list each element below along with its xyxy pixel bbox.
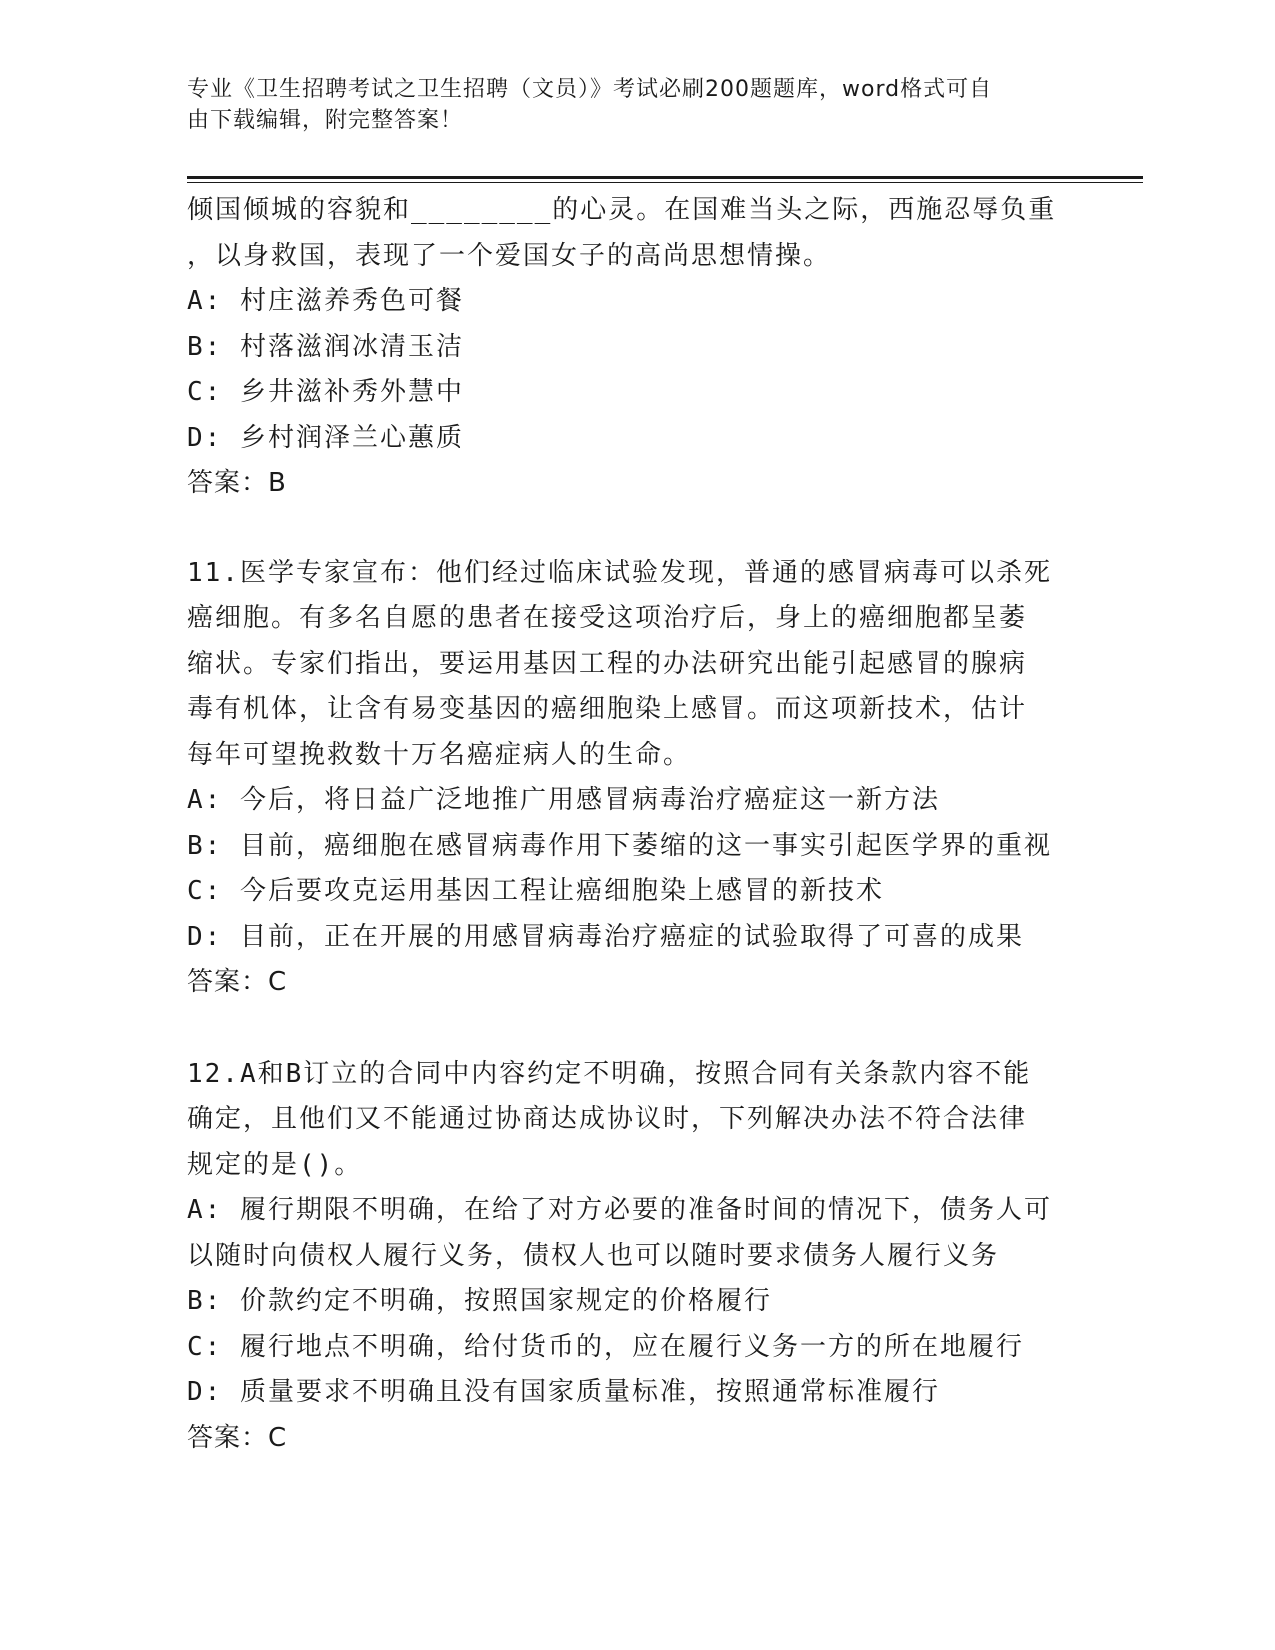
header-title-line-1: 专业《卫生招聘考试之卫生招聘（文员）》考试必刷200题题库，word格式可自 xyxy=(187,77,993,102)
option-a-continued: 以随时向债权人履行义务，债权人也可以随时要求债务人履行义务 xyxy=(187,1240,1000,1271)
question-text-line: 规定的是()。 xyxy=(187,1149,363,1180)
question-text-line: 12.A和B订立的合同中内容约定不明确，按照合同有关条款内容不能 xyxy=(187,1058,1032,1089)
option-c: C: 履行地点不明确，给付货币的，应在履行义务一方的所在地履行 xyxy=(187,1331,1024,1362)
option-a: A: 履行期限不明确，在给了对方必要的准备时间的情况下，债务人可 xyxy=(187,1195,1052,1225)
option-c: C: 今后要攻克运用基因工程让癌细胞染上感冒的新技术 xyxy=(187,876,884,906)
question-10 xyxy=(187,188,1067,507)
question-12 xyxy=(187,1052,1067,1462)
question-11 xyxy=(187,551,1067,1006)
question-text-line: 倾国倾城的容貌和________的心灵。在国难当头之际，西施忍辱负重 xyxy=(187,195,1057,225)
header-rule-thin xyxy=(187,182,1143,183)
spacer xyxy=(187,507,1067,551)
option-b: B: 价款约定不明确，按照国家规定的价格履行 xyxy=(187,1286,772,1316)
option-c: C: 乡井滋补秀外慧中 xyxy=(187,377,464,407)
header-rule-thick xyxy=(187,176,1143,179)
question-text-line: 每年可望挽救数十万名癌症病人的生命。 xyxy=(187,739,692,770)
answer-label: 答案：B xyxy=(187,468,287,498)
option-b: B: 目前，癌细胞在感冒病毒作用下萎缩的这一事实引起医学界的重视 xyxy=(187,830,1052,861)
option-a: A: 今后，将日益广泛地推广用感冒病毒治疗癌症这一新方法 xyxy=(187,785,940,815)
question-text-line: 癌细胞。有多名自愿的患者在接受这项治疗后，身上的癌细胞都呈萎 xyxy=(187,603,1028,633)
question-text-line: 缩状。专家们指出，要运用基因工程的办法研究出能引起感冒的腺病 xyxy=(187,648,1028,679)
document-header xyxy=(187,74,1067,136)
question-text-line: ，以身救国，表现了一个爱国女子的高尚思想情操。 xyxy=(187,240,832,271)
question-text-line: 确定，且他们又不能通过协商达成协议时，下列解决办法不符合法律 xyxy=(187,1104,1028,1134)
question-text-line: 毒有机体，让含有易变基因的癌细胞染上感冒。而这项新技术，估计 xyxy=(187,694,1028,724)
option-d: D: 质量要求不明确且没有国家质量标准，按照通常标准履行 xyxy=(187,1377,940,1407)
option-d: D: 乡村润泽兰心蕙质 xyxy=(187,422,464,453)
option-d: D: 目前，正在开展的用感冒病毒治疗癌症的试验取得了可喜的成果 xyxy=(187,921,1024,952)
spacer xyxy=(187,1006,1067,1052)
answer-label: 答案：C xyxy=(187,967,288,997)
question-text-line: 11.医学专家宣布：他们经过临床试验发现，普通的感冒病毒可以杀死 xyxy=(187,557,1052,588)
answer-label: 答案：C xyxy=(187,1422,288,1453)
document-body xyxy=(187,188,1067,1461)
header-title-line-2: 由下载编辑，附完整答案！ xyxy=(187,108,464,133)
option-a: A: 村庄滋养秀色可餐 xyxy=(187,286,464,316)
option-b: B: 村落滋润冰清玉洁 xyxy=(187,331,464,362)
